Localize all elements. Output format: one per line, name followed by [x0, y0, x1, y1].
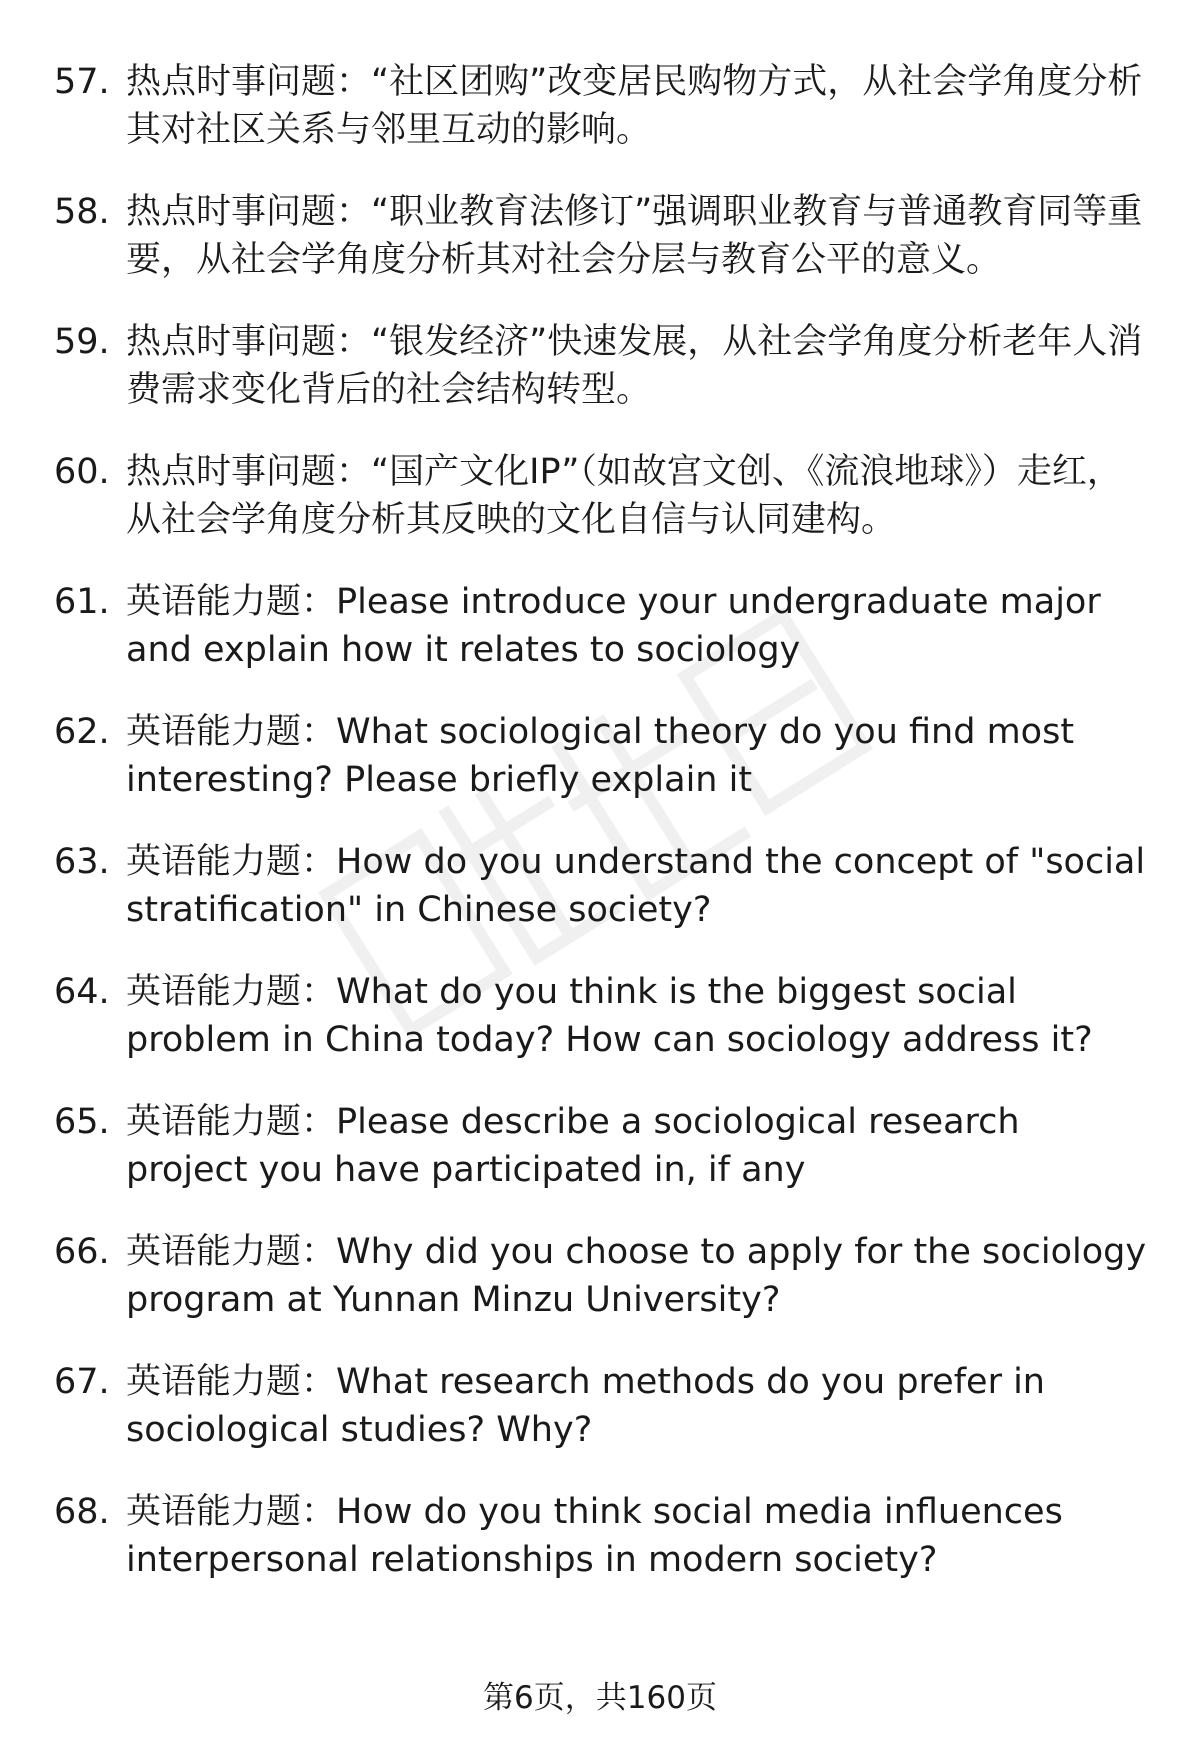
- question-number: 64.: [54, 972, 110, 1012]
- question-item: [54, 708, 1154, 804]
- question-number: 67.: [54, 1362, 110, 1402]
- question-number: 63.: [54, 842, 110, 882]
- question-list: [54, 58, 1154, 1618]
- question-text: 英语能力题：Please introduce your undergraduate major and explain how it relates to sociology: [126, 582, 1101, 670]
- question-item: [54, 578, 1154, 674]
- page-footer: 第6页，共160页: [483, 1680, 717, 1716]
- question-text: 英语能力题：Why did you choose to apply for the sociology program at Yunnan Minzu University?: [126, 1232, 1147, 1320]
- question-number: 61.: [54, 582, 110, 622]
- question-number: 65.: [54, 1102, 110, 1142]
- question-item: [54, 1358, 1154, 1454]
- question-item: [54, 1488, 1154, 1584]
- question-item: [54, 838, 1154, 934]
- question-item: [54, 188, 1154, 284]
- question-item: [54, 968, 1154, 1064]
- question-item: [54, 1228, 1154, 1324]
- question-text: 英语能力题：What sociological theory do you find most interesting? Please briefly explain it: [126, 712, 1075, 800]
- question-text: 热点时事问题：“国产文化IP”（如故宫文创、《流浪地球》）走红，从社会学角度分析其反映的文化自信与认同建构。: [126, 452, 1122, 540]
- question-item: [54, 1098, 1154, 1194]
- question-text: 英语能力题：What do you think is the biggest social problem in China today? How can sociology address it?: [126, 972, 1093, 1060]
- question-text: 热点时事问题：“银发经济”快速发展，从社会学角度分析老年人消费需求变化背后的社会结构转型。: [126, 322, 1143, 410]
- question-text: 热点时事问题：“职业教育法修订”强调职业教育与普通教育同等重要，从社会学角度分析其对社会分层与教育公平的意义。: [126, 192, 1143, 280]
- question-number: 68.: [54, 1492, 110, 1532]
- question-item: [54, 448, 1154, 544]
- question-item: [54, 318, 1154, 414]
- question-number: 60.: [54, 452, 110, 492]
- question-text: 英语能力题：How do you understand the concept of "social stratification" in Chinese society?: [126, 842, 1146, 930]
- question-text: 热点时事问题：“社区团购”改变居民购物方式，从社会学角度分析其对社区关系与邻里互动的影响。: [126, 62, 1143, 150]
- question-number: 57.: [54, 62, 110, 102]
- question-number: 58.: [54, 192, 110, 232]
- question-number: 59.: [54, 322, 110, 362]
- question-text: 英语能力题：What research methods do you prefer in sociological studies? Why?: [126, 1362, 1045, 1450]
- question-text: 英语能力题：Please describe a sociological research project you have participated in, if any: [126, 1102, 1020, 1190]
- question-item: [54, 58, 1154, 154]
- question-number: 66.: [54, 1232, 110, 1272]
- question-text: 英语能力题：How do you think social media influences interpersonal relationships in modern society?: [126, 1492, 1063, 1580]
- question-number: 62.: [54, 712, 110, 752]
